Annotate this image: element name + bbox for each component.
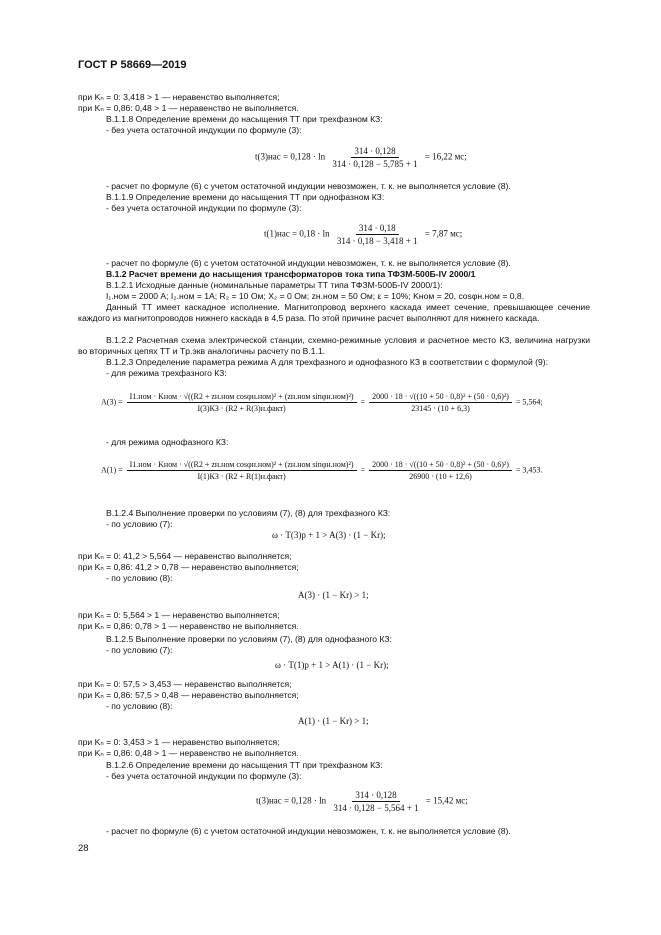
page-number: 28: [78, 843, 89, 854]
formula-rhs: = 7,87 мс;: [424, 228, 463, 239]
text-line: при Kₙ = 0,86: 57,5 > 0,48 — неравенство выполняется;: [78, 690, 299, 700]
formula-denominator: 23145 · (10 + 6,3): [411, 404, 470, 413]
text-line: при Kₙ = 0,86: 0,48 > 1 — неравенство не выполняется.: [78, 103, 299, 113]
text-line: - расчет по формуле (6) с учетом остаточной индукции невозможен, т. к. не выполняется условие (8).: [106, 181, 511, 191]
text-line: при Kₙ = 0: 41,2 > 5,564 — неравенство выполняется;: [78, 551, 292, 561]
text-line: - без учета остаточной индукции по формуле (3):: [106, 771, 302, 781]
formula-condition-7: ω · T(3)p + 1 > A(3) · (1 − Kr);: [272, 530, 386, 540]
text-line: при Kₙ = 0: 5,564 > 1 — неравенство выполняется;: [78, 610, 280, 620]
text-line: при Kₙ = 0: 3,418 > 1 — неравенство выполняется;: [78, 92, 280, 102]
text-line: - по условию (8):: [106, 573, 173, 583]
formula-lhs: A(1) =: [101, 465, 123, 475]
formula-fraction: [127, 460, 357, 481]
formula-fraction: [329, 146, 420, 169]
text-line: при Kₙ = 0,86: 41,2 > 0,78 — неравенство выполняется;: [78, 562, 299, 572]
text-line: - расчет по формуле (6) с учетом остаточной индукции невозможен, т. к. не выполняется условие (8).: [106, 826, 511, 836]
section-heading: В.1.2 Расчет времени до насыщения трансформаторов тока типа ТФЗМ-500Б-IV 2000/1: [106, 269, 476, 279]
text-line: при Kₙ = 0: 57,5 > 3,453 — неравенство выполняется;: [78, 679, 292, 689]
formula-a1: A(1) = I1.ном · Kном · √((R2 + zн.ном cosφн.ном)² + (zн.ном sinφн.ном)²) I(1)КЗ · (R2 + R(1)н.факт) = $\frac{\text{2000 · 18 · √((10 + 50 · 0,8)² + (50 · 0,6)²)}}{26900 \cdot (10 + 12,6)}$ = 3,453.: [101, 460, 543, 481]
text-line: I₁.ном = 2000 А; I₂.ном = 1А; R₂ = 10 Ом; X₂ = 0 Ом; zн.ном = 50 Ом; ε = 10%; Kном = 20, cosφн.ном = 0,8.: [106, 291, 525, 301]
formula-fraction: [330, 790, 421, 813]
text-line: при Kₙ = 0: 3,453 > 1 — неравенство выполняется;: [78, 737, 280, 747]
formula-fraction: [127, 392, 357, 413]
paragraph: Данный ТТ имеет каскадное исполнение. Магнитопровод верхнего каскада имеет сечение, превышающее сечение каждого из магнитопроводов нижнего каскада в 4,5 раза. По этой причине расчет выполняют для нижнего каскада.: [78, 302, 590, 323]
formula-denominator: 314 · 0,128 − 5,564 + 1: [333, 803, 419, 813]
formula-numerator: 2000 · 18 · √((10 + 50 · 0,8)² + (50 · 0,6)²): [369, 392, 512, 403]
formula-denominator: 314 · 0,18 − 3,418 + 1: [336, 236, 418, 246]
formula-numerator: 314 · 0,18: [356, 223, 399, 235]
section-heading: В.1.2.4 Выполнение проверки по условиям (7), (8) для трехфазного КЗ:: [106, 508, 391, 518]
formula-fraction: [369, 392, 512, 413]
formula-t3: [255, 146, 467, 169]
formula-lhs: t(3)нас = 0,128 · ln: [256, 795, 327, 806]
text-line: при Kₙ = 0,86: 0,78 > 1 — неравенство не выполняется.: [78, 621, 299, 631]
section-heading: В.1.1.8 Определение времени до насыщения ТТ при трехфазном КЗ:: [106, 114, 383, 124]
formula-lhs: A(3) =: [101, 397, 123, 407]
formula-rhs: = 3,453.: [515, 465, 543, 475]
formula-fraction: [334, 223, 421, 246]
formula-condition-8: A(3) · (1 − Kr) > 1;: [298, 590, 369, 600]
document-header: ГОСТ Р 58669—2019: [78, 59, 187, 71]
section-heading: В.1.2.3 Определение параметра режима A для трехфазного и однофазного КЗ в соответствии с формулой (9):: [106, 357, 549, 367]
formula-lhs: t(1)нас = 0,18 · ln: [264, 228, 330, 239]
formula-rhs: = 16,22 мс;: [424, 151, 467, 162]
paragraph: В.1.2.2 Расчетная схема электрической станции, схемно-режимные условия и расчетное место КЗ, величина нагрузки во вторичных цепях ТТ и Tр.экв аналогичны расчету по В.1.1.: [78, 335, 590, 356]
formula-numerator: 2000 · 18 · √((10 + 50 · 0,8)² + (50 · 0,6)²): [369, 460, 512, 471]
formula-denominator: I(1)КЗ · (R2 + R(1)н.факт): [197, 472, 286, 481]
formula-condition-7: ω · T(1)p + 1 > A(1) · (1 − Kr);: [275, 660, 389, 670]
text-line: - для режима однофазного КЗ:: [106, 437, 229, 447]
formula-numerator: 314 · 0,128: [352, 790, 399, 802]
section-heading: В.1.2.6 Определение времени до насыщения ТТ при трехфазном КЗ:: [106, 760, 383, 770]
section-heading: В.1.1.9 Определение времени до насыщения ТТ при однофазном КЗ:: [106, 192, 385, 202]
formula-t3-ffzm: [256, 790, 468, 813]
formula-rhs: = 15,42 мс;: [425, 795, 468, 806]
text-line: при Kₙ = 0,86: 0,48 > 1 — неравенство не выполняется.: [78, 748, 299, 758]
formula-fraction: [369, 460, 512, 481]
formula-numerator: I1.ном · Kном · √((R2 + zн.ном cosφн.ном)² + (zн.ном sinφн.ном)²): [127, 460, 357, 471]
text-line: - по условию (7):: [106, 519, 173, 529]
formula-denominator: 314 · 0,128 − 5,785 + 1: [332, 159, 418, 169]
text-line: - для режима трехфазного КЗ:: [106, 368, 227, 378]
text-line: - без учета остаточной индукции по формуле (3):: [106, 203, 302, 213]
formula-numerator: I1.ном · Kном · √((R2 + zн.ном cosφн.ном)² + (zн.ном sinφн.ном)²): [127, 392, 357, 403]
text-line: - расчет по формуле (6) с учетом остаточной индукции невозможен, т. к. не выполняется условие (8).: [106, 258, 511, 268]
text-line: - без учета остаточной индукции по формуле (3):: [106, 125, 302, 135]
formula-condition-8: A(1) · (1 − Kr) > 1;: [298, 716, 369, 726]
text-line: - по условию (7):: [106, 645, 173, 655]
section-heading: В.1.2.5 Выполнение проверки по условиям (7), (8) для однофазного КЗ:: [106, 634, 392, 644]
formula-rhs: = 5,564;: [515, 397, 543, 407]
formula-lhs: t(3)нас = 0,128 · ln: [255, 151, 326, 162]
text-line: - по условию (8):: [106, 701, 173, 711]
formula-denominator: 26900 · (10 + 12,6): [409, 472, 472, 481]
formula-a3: A(3) = I1.ном · Kном · √((R2 + zн.ном cosφн.ном)² + (zн.ном sinφн.ном)²) I(3)КЗ · (R2 + R(3)н.факт) = $\frac{\text{2000 · 18 · √((10 + 50 · 0,8)² + (50 · 0,6)²)}}{23145 \cdot (10 + 6,3)}$ = 5,564;: [101, 392, 543, 413]
formula-numerator: 314 · 0,128: [351, 146, 398, 158]
text-line: В.1.2.1 Исходные данные (номинальные параметры ТТ типа ТФЗМ-500Б-IV 2000/1):: [106, 280, 443, 290]
formula-t1: [264, 223, 462, 246]
formula-denominator: I(3)КЗ · (R2 + R(3)н.факт): [197, 404, 286, 413]
